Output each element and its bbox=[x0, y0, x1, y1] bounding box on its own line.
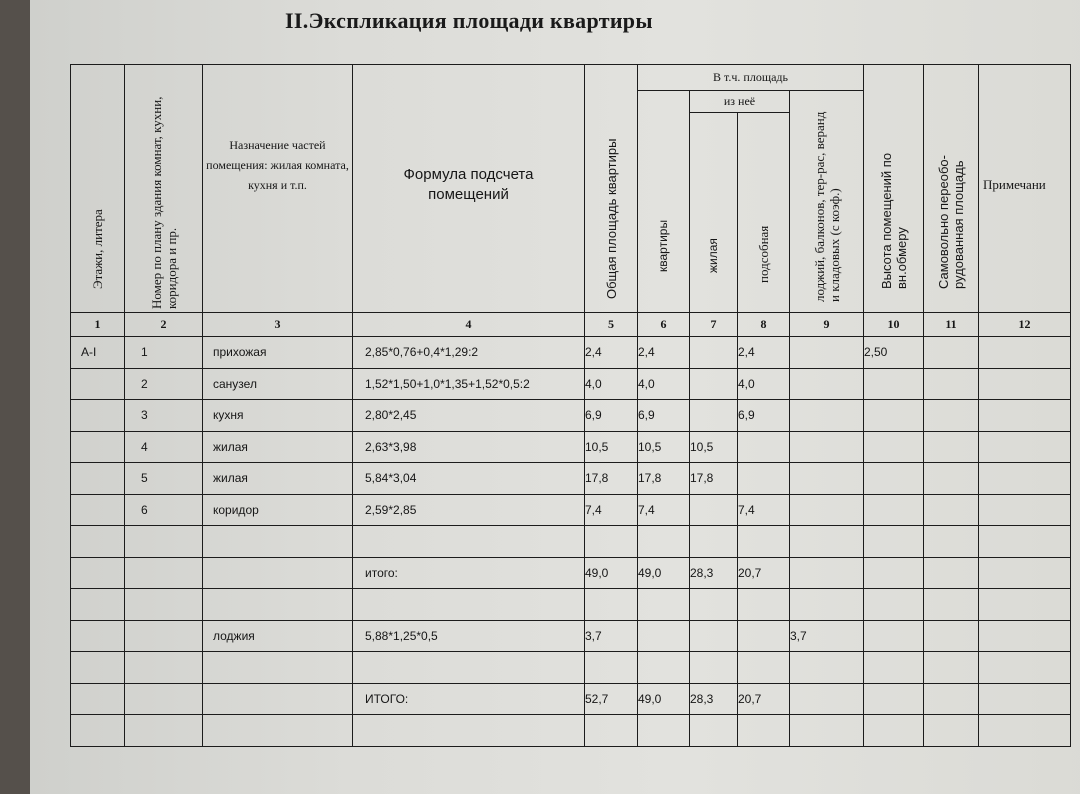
cell-note bbox=[979, 715, 1071, 747]
cell-total: 17,8 bbox=[585, 463, 638, 495]
cell-floor bbox=[71, 463, 125, 495]
table-row bbox=[71, 652, 1071, 684]
cell-note bbox=[979, 400, 1071, 432]
column-number: 11 bbox=[924, 313, 979, 337]
cell-living: 28,3 bbox=[690, 557, 738, 589]
cell-floor: А-I bbox=[71, 337, 125, 369]
cell-height bbox=[864, 526, 924, 558]
cell-purpose: санузел bbox=[203, 368, 353, 400]
cell-note bbox=[979, 463, 1071, 495]
cell-auxiliary bbox=[738, 431, 790, 463]
cell-height bbox=[864, 589, 924, 621]
column-number: 2 bbox=[125, 313, 203, 337]
cell-formula bbox=[353, 715, 585, 747]
cell-note bbox=[979, 494, 1071, 526]
header-incl-area: В т.ч. площадь bbox=[638, 65, 864, 91]
cell-number: 1 bbox=[125, 337, 203, 369]
cell-floor bbox=[71, 715, 125, 747]
cell-floor bbox=[71, 526, 125, 558]
cell-formula: итого: bbox=[353, 557, 585, 589]
cell-formula: 5,88*1,25*0,5 bbox=[353, 620, 585, 652]
cell-note bbox=[979, 337, 1071, 369]
cell-number bbox=[125, 589, 203, 621]
table-row bbox=[71, 400, 1071, 432]
cell-total: 52,7 bbox=[585, 683, 638, 715]
header-unauthorized: Самовольно переобо-рудованная площадь bbox=[924, 65, 979, 313]
column-number: 4 bbox=[353, 313, 585, 337]
table-row bbox=[71, 683, 1071, 715]
cell-floor bbox=[71, 620, 125, 652]
cell-note bbox=[979, 620, 1071, 652]
column-number: 1 bbox=[71, 313, 125, 337]
column-number-row bbox=[71, 313, 1071, 337]
cell-auxiliary: 20,7 bbox=[738, 683, 790, 715]
cell-auxiliary: 7,4 bbox=[738, 494, 790, 526]
header-floor: Этажи, литера bbox=[71, 65, 125, 313]
cell-loggia bbox=[790, 526, 864, 558]
cell-living: 10,5 bbox=[690, 431, 738, 463]
cell-auxiliary bbox=[738, 589, 790, 621]
cell-number bbox=[125, 652, 203, 684]
table-row bbox=[71, 368, 1071, 400]
cell-purpose bbox=[203, 683, 353, 715]
cell-living bbox=[690, 368, 738, 400]
explication-table bbox=[70, 64, 1071, 747]
cell-purpose bbox=[203, 715, 353, 747]
cell-total: 10,5 bbox=[585, 431, 638, 463]
cell-flat: 2,4 bbox=[638, 337, 690, 369]
cell-number bbox=[125, 526, 203, 558]
cell-formula: 5,84*3,04 bbox=[353, 463, 585, 495]
header-purpose: Назначение частей помещения: жилая комната, кухня и т.п. bbox=[203, 65, 353, 313]
cell-living bbox=[690, 400, 738, 432]
cell-number: 2 bbox=[125, 368, 203, 400]
cell-flat bbox=[638, 715, 690, 747]
cell-purpose: кухня bbox=[203, 400, 353, 432]
cell-total bbox=[585, 652, 638, 684]
cell-floor bbox=[71, 368, 125, 400]
cell-note bbox=[979, 589, 1071, 621]
cell-purpose: лоджия bbox=[203, 620, 353, 652]
cell-flat bbox=[638, 526, 690, 558]
column-number: 12 bbox=[979, 313, 1071, 337]
cell-purpose bbox=[203, 526, 353, 558]
cell-height bbox=[864, 652, 924, 684]
cell-height bbox=[864, 400, 924, 432]
cell-auxiliary: 20,7 bbox=[738, 557, 790, 589]
cell-flat: 49,0 bbox=[638, 683, 690, 715]
cell-purpose: коридор bbox=[203, 494, 353, 526]
cell-floor bbox=[71, 683, 125, 715]
header-of-which: из неё bbox=[690, 91, 790, 113]
cell-height bbox=[864, 620, 924, 652]
cell-unauthorized bbox=[924, 494, 979, 526]
cell-height bbox=[864, 715, 924, 747]
cell-formula bbox=[353, 589, 585, 621]
header-formula: Формула подсчета помещений bbox=[353, 65, 585, 313]
cell-loggia bbox=[790, 337, 864, 369]
cell-auxiliary: 2,4 bbox=[738, 337, 790, 369]
header-auxiliary: подсобная bbox=[738, 113, 790, 313]
cell-total bbox=[585, 715, 638, 747]
cell-unauthorized bbox=[924, 368, 979, 400]
cell-purpose: жилая bbox=[203, 463, 353, 495]
cell-unauthorized bbox=[924, 400, 979, 432]
cell-auxiliary: 6,9 bbox=[738, 400, 790, 432]
cell-number: 4 bbox=[125, 431, 203, 463]
cell-flat bbox=[638, 620, 690, 652]
table-row bbox=[71, 463, 1071, 495]
cell-total: 6,9 bbox=[585, 400, 638, 432]
cell-unauthorized bbox=[924, 715, 979, 747]
cell-unauthorized bbox=[924, 589, 979, 621]
cell-floor bbox=[71, 494, 125, 526]
table-row bbox=[71, 557, 1071, 589]
cell-note bbox=[979, 526, 1071, 558]
cell-auxiliary: 4,0 bbox=[738, 368, 790, 400]
header-loggia: лоджий, балконов, тер-рас, веранд и кладовых (с коэф.) bbox=[790, 91, 864, 313]
cell-purpose bbox=[203, 557, 353, 589]
column-number: 9 bbox=[790, 313, 864, 337]
cell-living: 28,3 bbox=[690, 683, 738, 715]
column-number: 6 bbox=[638, 313, 690, 337]
cell-living bbox=[690, 620, 738, 652]
table-row bbox=[71, 431, 1071, 463]
cell-flat: 49,0 bbox=[638, 557, 690, 589]
header-total-area: Общая площадь квартиры bbox=[585, 65, 638, 313]
cell-flat: 17,8 bbox=[638, 463, 690, 495]
cell-unauthorized bbox=[924, 683, 979, 715]
table-row bbox=[71, 589, 1071, 621]
cell-height bbox=[864, 431, 924, 463]
cell-auxiliary bbox=[738, 620, 790, 652]
column-number: 7 bbox=[690, 313, 738, 337]
cell-number bbox=[125, 715, 203, 747]
cell-floor bbox=[71, 431, 125, 463]
cell-flat: 4,0 bbox=[638, 368, 690, 400]
cell-loggia bbox=[790, 652, 864, 684]
cell-total: 7,4 bbox=[585, 494, 638, 526]
header-notes: Примечани bbox=[979, 65, 1071, 313]
header-row-1 bbox=[71, 65, 1071, 91]
cell-purpose bbox=[203, 652, 353, 684]
cell-flat: 10,5 bbox=[638, 431, 690, 463]
cell-height bbox=[864, 683, 924, 715]
cell-loggia bbox=[790, 400, 864, 432]
table-row bbox=[71, 526, 1071, 558]
cell-note bbox=[979, 683, 1071, 715]
cell-flat bbox=[638, 589, 690, 621]
cell-floor bbox=[71, 557, 125, 589]
cell-loggia bbox=[790, 715, 864, 747]
column-number: 5 bbox=[585, 313, 638, 337]
table-row bbox=[71, 715, 1071, 747]
cell-auxiliary bbox=[738, 463, 790, 495]
table-body bbox=[71, 337, 1071, 747]
cell-floor bbox=[71, 589, 125, 621]
cell-living bbox=[690, 337, 738, 369]
table-row bbox=[71, 494, 1071, 526]
cell-note bbox=[979, 368, 1071, 400]
cell-number bbox=[125, 557, 203, 589]
cell-unauthorized bbox=[924, 620, 979, 652]
cell-loggia bbox=[790, 557, 864, 589]
cell-living bbox=[690, 652, 738, 684]
cell-number: 6 bbox=[125, 494, 203, 526]
column-number: 10 bbox=[864, 313, 924, 337]
cell-loggia bbox=[790, 368, 864, 400]
cell-auxiliary bbox=[738, 715, 790, 747]
cell-height bbox=[864, 463, 924, 495]
cell-height: 2,50 bbox=[864, 337, 924, 369]
cell-formula: 2,85*0,76+0,4*1,29:2 bbox=[353, 337, 585, 369]
cell-loggia bbox=[790, 494, 864, 526]
cell-unauthorized bbox=[924, 463, 979, 495]
header-flat-area: квартиры bbox=[638, 91, 690, 313]
cell-height bbox=[864, 494, 924, 526]
cell-note bbox=[979, 557, 1071, 589]
cell-total: 49,0 bbox=[585, 557, 638, 589]
cell-height bbox=[864, 368, 924, 400]
cell-floor bbox=[71, 652, 125, 684]
cell-loggia bbox=[790, 683, 864, 715]
cell-unauthorized bbox=[924, 557, 979, 589]
cell-total: 3,7 bbox=[585, 620, 638, 652]
cell-purpose bbox=[203, 589, 353, 621]
column-number: 3 bbox=[203, 313, 353, 337]
cell-total: 2,4 bbox=[585, 337, 638, 369]
cell-total: 4,0 bbox=[585, 368, 638, 400]
cell-formula: 1,52*1,50+1,0*1,35+1,52*0,5:2 bbox=[353, 368, 585, 400]
cell-auxiliary bbox=[738, 652, 790, 684]
header-height: Высота помещений по вн.обмеру bbox=[864, 65, 924, 313]
cell-total bbox=[585, 589, 638, 621]
cell-loggia bbox=[790, 463, 864, 495]
cell-auxiliary bbox=[738, 526, 790, 558]
cell-formula: 2,63*3,98 bbox=[353, 431, 585, 463]
table-row bbox=[71, 620, 1071, 652]
cell-total bbox=[585, 526, 638, 558]
cell-purpose: жилая bbox=[203, 431, 353, 463]
cell-unauthorized bbox=[924, 652, 979, 684]
cell-living bbox=[690, 494, 738, 526]
cell-living bbox=[690, 715, 738, 747]
column-number: 8 bbox=[738, 313, 790, 337]
cell-number: 3 bbox=[125, 400, 203, 432]
cell-loggia bbox=[790, 589, 864, 621]
cell-flat: 6,9 bbox=[638, 400, 690, 432]
cell-unauthorized bbox=[924, 337, 979, 369]
cell-formula bbox=[353, 526, 585, 558]
cell-formula: 2,59*2,85 bbox=[353, 494, 585, 526]
cell-number bbox=[125, 683, 203, 715]
cell-living bbox=[690, 526, 738, 558]
cell-living: 17,8 bbox=[690, 463, 738, 495]
cell-unauthorized bbox=[924, 431, 979, 463]
cell-loggia bbox=[790, 431, 864, 463]
cell-floor bbox=[71, 400, 125, 432]
document-title: II.Экспликация площади квартиры bbox=[285, 8, 653, 33]
table-row bbox=[71, 337, 1071, 369]
cell-loggia: 3,7 bbox=[790, 620, 864, 652]
cell-height bbox=[864, 557, 924, 589]
cell-number bbox=[125, 620, 203, 652]
cell-number: 5 bbox=[125, 463, 203, 495]
cell-flat bbox=[638, 652, 690, 684]
cell-living bbox=[690, 589, 738, 621]
header-plan-number: Номер по плану здания комнат, кухни, коридора и пр. bbox=[125, 65, 203, 313]
cell-formula: 2,80*2,45 bbox=[353, 400, 585, 432]
cell-flat: 7,4 bbox=[638, 494, 690, 526]
cell-formula bbox=[353, 652, 585, 684]
cell-formula: ИТОГО: bbox=[353, 683, 585, 715]
cell-note bbox=[979, 431, 1071, 463]
header-living: жилая bbox=[690, 113, 738, 313]
cell-unauthorized bbox=[924, 526, 979, 558]
cell-purpose: прихожая bbox=[203, 337, 353, 369]
cell-note bbox=[979, 652, 1071, 684]
